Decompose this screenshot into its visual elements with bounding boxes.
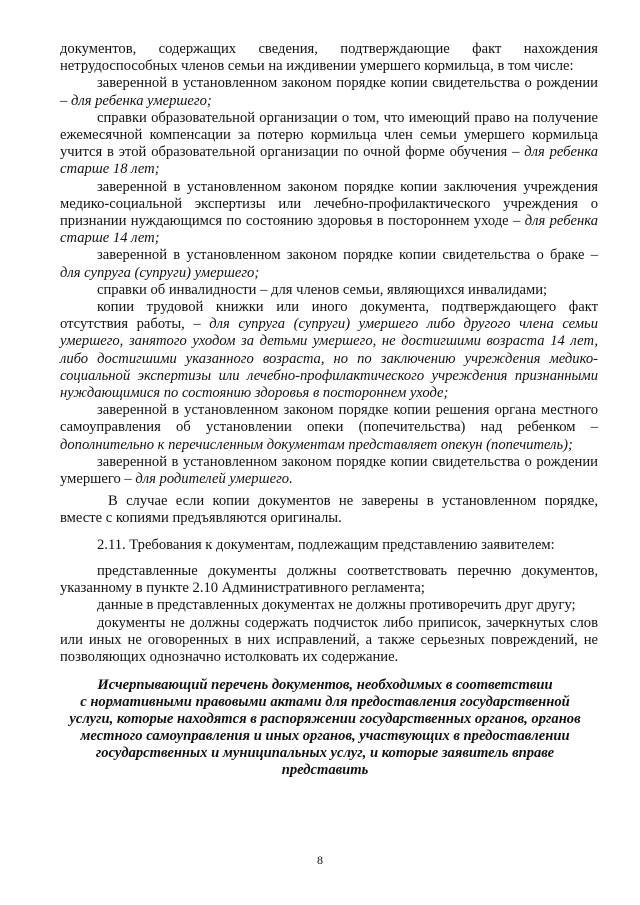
paragraph-text: копии трудовой книжки или иного документа, подтверждающего факт отсутствия работы, – (60, 299, 598, 333)
paragraph-italic: для ребенка старше 14 лет; (60, 213, 599, 247)
heading-line: представить (281, 762, 369, 779)
paragraph-deceased-birth-certificate (60, 454, 598, 488)
paragraph-text: заверенной в установленном законом порядке копии решения органа местного самоуправления об установлении опеки (попечительства) над ребенком – (60, 402, 598, 436)
paragraph-intro (60, 41, 598, 75)
document-body (60, 41, 598, 666)
paragraph-text: представленные документы должны соответствовать перечню документов, указанному в пункте 2.10 Административного регламента; (60, 562, 598, 597)
paragraph-text: документы не должны содержать подчисток либо приписок, зачеркнутых слов или иных не оговоренных в них исправлений, а также серьезных повреждений, не позволяющих однозначно истолковать их содержание. (60, 614, 598, 665)
paragraph-italic: дополнительно к перечисленным документам представляет опекун (попечитель); (60, 436, 573, 453)
paragraph-text: справки образовательной организации о том, что имеющий право на получение ежемесячной компенсации за потерю кормильца член семьи умершего кормильца учится в этой образовательной организации по очной форме обучения – (60, 109, 598, 161)
paragraph-text: заверенной в установленном законом порядке копии свидетельства о рождении умершего – (60, 453, 598, 488)
paragraph-text: заверенной в установленном законом порядке копии заключения учреждения медико-социальной экспертизы или лечебно-профилактического учреждения о признании нуждающимся по состоянию здоровья в постороннем уходе – (60, 178, 598, 230)
paragraph-text: данные в представленных документах не должны противоречить друг другу; (97, 597, 576, 614)
paragraph-requirement-consistency (60, 597, 598, 614)
heading-line: с нормативными правовыми актами для предоставления государственной (80, 694, 570, 711)
paragraph-text: заверенной в установленном законом порядке копии свидетельства о браке – (97, 247, 598, 264)
heading-line: местного самоуправления и иных органов, участвующих в предоставлении (80, 728, 570, 745)
paragraph-text: В случае если копии документов не заверены в установленном порядке, вместе с копиями предъявляются оригиналы. (60, 493, 598, 527)
paragraph-text: заверенной в установленном законом порядке копии свидетельства о рождении – (60, 75, 598, 109)
paragraph-italic: для ребенка старше 18 лет; (60, 144, 598, 178)
paragraph-medical-conclusion (60, 179, 598, 248)
paragraph-requirement-list (60, 563, 598, 597)
paragraph-italic: для супруга (супруги) умершего; (60, 264, 260, 281)
paragraph-marriage-certificate (60, 247, 598, 281)
heading-line: Исчерпывающий перечень документов, необходимых в соответствии (97, 677, 553, 694)
paragraph-birth-certificate (60, 75, 598, 109)
paragraph-italic: для родителей умершего. (135, 471, 293, 488)
paragraph-italic: для супруга (супруги) умершего либо другого члена семьи умершего, занятого уходом за детьми умершего, не достигшими возраста 14 лет, либо достигшими указанного возраста, но по заключению учреждения медико-социальной экспертизы или лечебно-профилактического учреждения признанными нуждающимися по состоянию здоровья в постороннем уходе; (60, 316, 598, 402)
heading-line: услуги, которые находятся в распоряжении государственных органов, органов (69, 711, 581, 728)
paragraph-section-2-11 (60, 537, 598, 554)
paragraph-text: документов, содержащих сведения, подтверждающие факт нахождения нетрудоспособных членов семьи на иждивении умершего кормильца, в том числе: (60, 41, 598, 75)
paragraph-italic: для ребенка умершего; (70, 92, 212, 109)
section-heading (60, 677, 598, 779)
paragraph-text: справки об инвалидности – для членов семьи, являющихся инвалидами; (97, 281, 548, 298)
paragraph-text: 2.11. Требования к документам, подлежащим представлению заявителем: (97, 536, 555, 553)
paragraph-education-certificate (60, 110, 598, 179)
paragraph-employment-record (60, 299, 598, 402)
heading-line: государственных и муниципальных услуг, и которые заявитель вправе (95, 745, 555, 762)
page-number: 8 (317, 853, 323, 867)
paragraph-guardianship-decision (60, 402, 598, 454)
paragraph-disability-certificate (60, 282, 598, 299)
paragraph-originals (60, 493, 598, 527)
paragraph-requirement-integrity (60, 615, 598, 667)
